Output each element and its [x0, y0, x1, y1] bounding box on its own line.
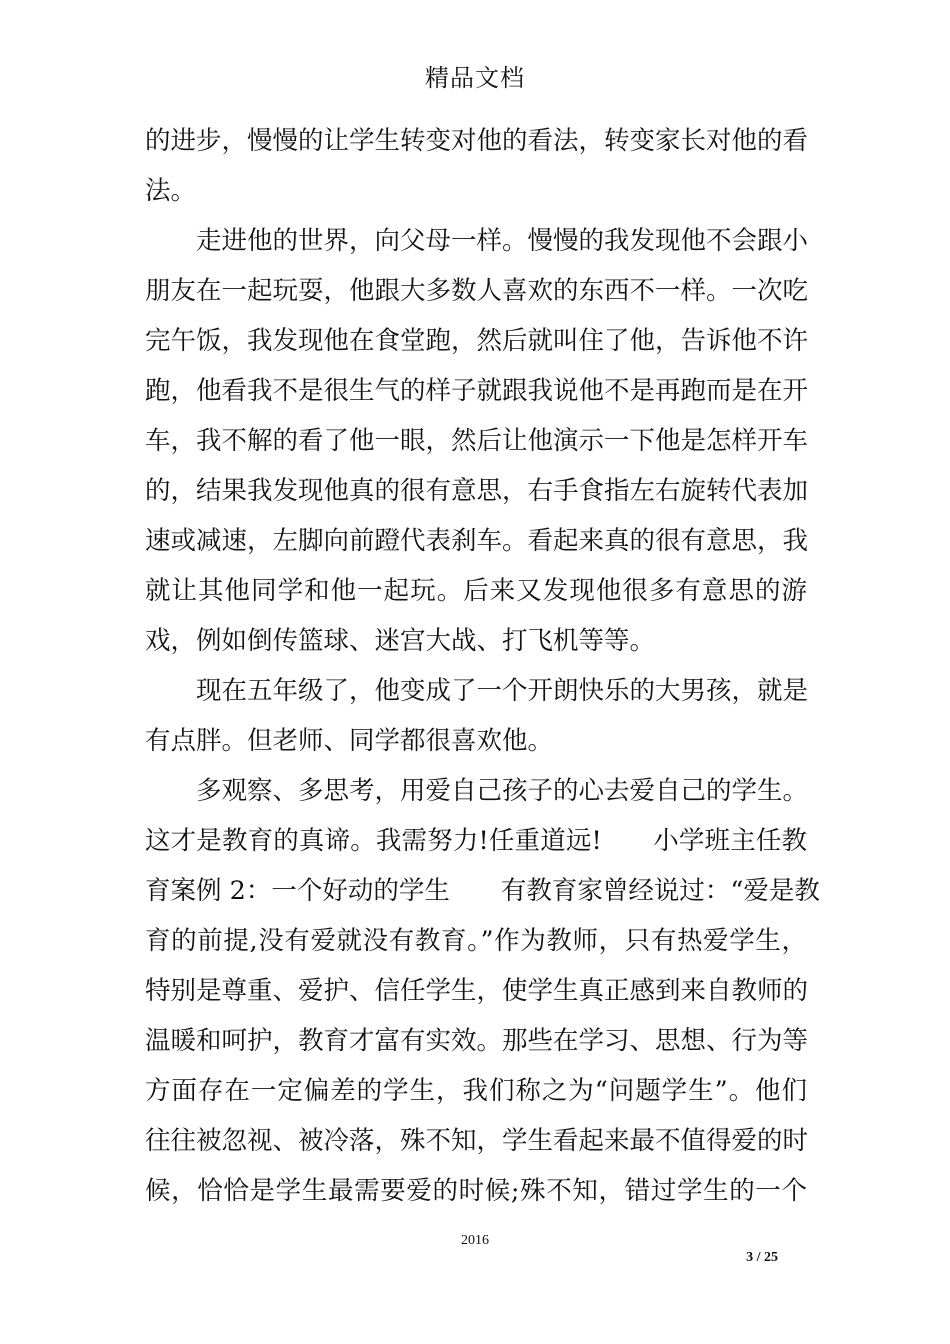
body-line: 跑，他看我不是很生气的样子就跟我说他不是再跑而是在开 [145, 376, 809, 406]
body-line: 育的前提,没有爱就没有教育。”作为教师，只有热爱学生， [145, 926, 807, 956]
body-line: 候，恰恰是学生最需要爱的时候;殊不知，错过学生的一个 [145, 1176, 807, 1206]
body-line: 就让其他同学和他一起玩。后来又发现他很多有意思的游 [145, 576, 807, 606]
body-line: 速或减速，左脚向前蹬代表刹车。看起来真的很有意思，我 [145, 526, 809, 556]
body-line: 温暖和呵护，教育才富有实效。那些在学习、思想、行为等 [145, 1026, 809, 1056]
body-line: 方面存在一定偏差的学生，我们称之为“问题学生”。他们 [145, 1076, 807, 1106]
body-line: 有点胖。但老师、同学都很喜欢他。 [145, 726, 554, 756]
document-body [145, 116, 820, 1216]
footer-year: 2016 [461, 1233, 489, 1248]
body-line: 完午饭，我发现他在食堂跑，然后就叫住了他，告诉他不许 [145, 326, 809, 356]
body-line: 育案例 2：一个好动的学生 有教育家曾经说过：“爱是教 [145, 876, 820, 906]
body-line: 特别是尊重、爱护、信任学生，使学生真正感到来自教师的 [145, 976, 809, 1006]
body-line: 这才是教育的真谛。我需努力!任重道远! 小学班主任教 [145, 826, 807, 856]
body-line: 的进步，慢慢的让学生转变对他的看法，转变家长对他的看 [145, 126, 809, 156]
body-line: 现在五年级了，他变成了一个开朗快乐的大男孩，就是 [145, 676, 809, 706]
body-line: 多观察、多思考，用爱自己孩子的心去爱自己的学生。 [145, 776, 809, 806]
body-line: 法。 [145, 176, 197, 206]
page-header-title: 精品文档 [425, 64, 525, 92]
body-line: 走进他的世界，向父母一样。慢慢的我发现他不会跟小 [145, 226, 809, 256]
body-line: 朋友在一起玩耍，他跟大多数人喜欢的东西不一样。一次吃 [145, 276, 809, 306]
body-line: 车，我不解的看了他一眼，然后让他演示一下他是怎样开车 [145, 426, 809, 456]
page-number: 3 / 25 [746, 1250, 778, 1265]
body-line: 戏，例如倒传篮球、迷宫大战、打飞机等等。 [145, 626, 656, 656]
body-line: 的，结果我发现他真的很有意思，右手食指左右旋转代表加 [145, 476, 809, 506]
body-line: 往往被忽视、被冷落，殊不知，学生看起来最不值得爱的时 [145, 1126, 809, 1156]
